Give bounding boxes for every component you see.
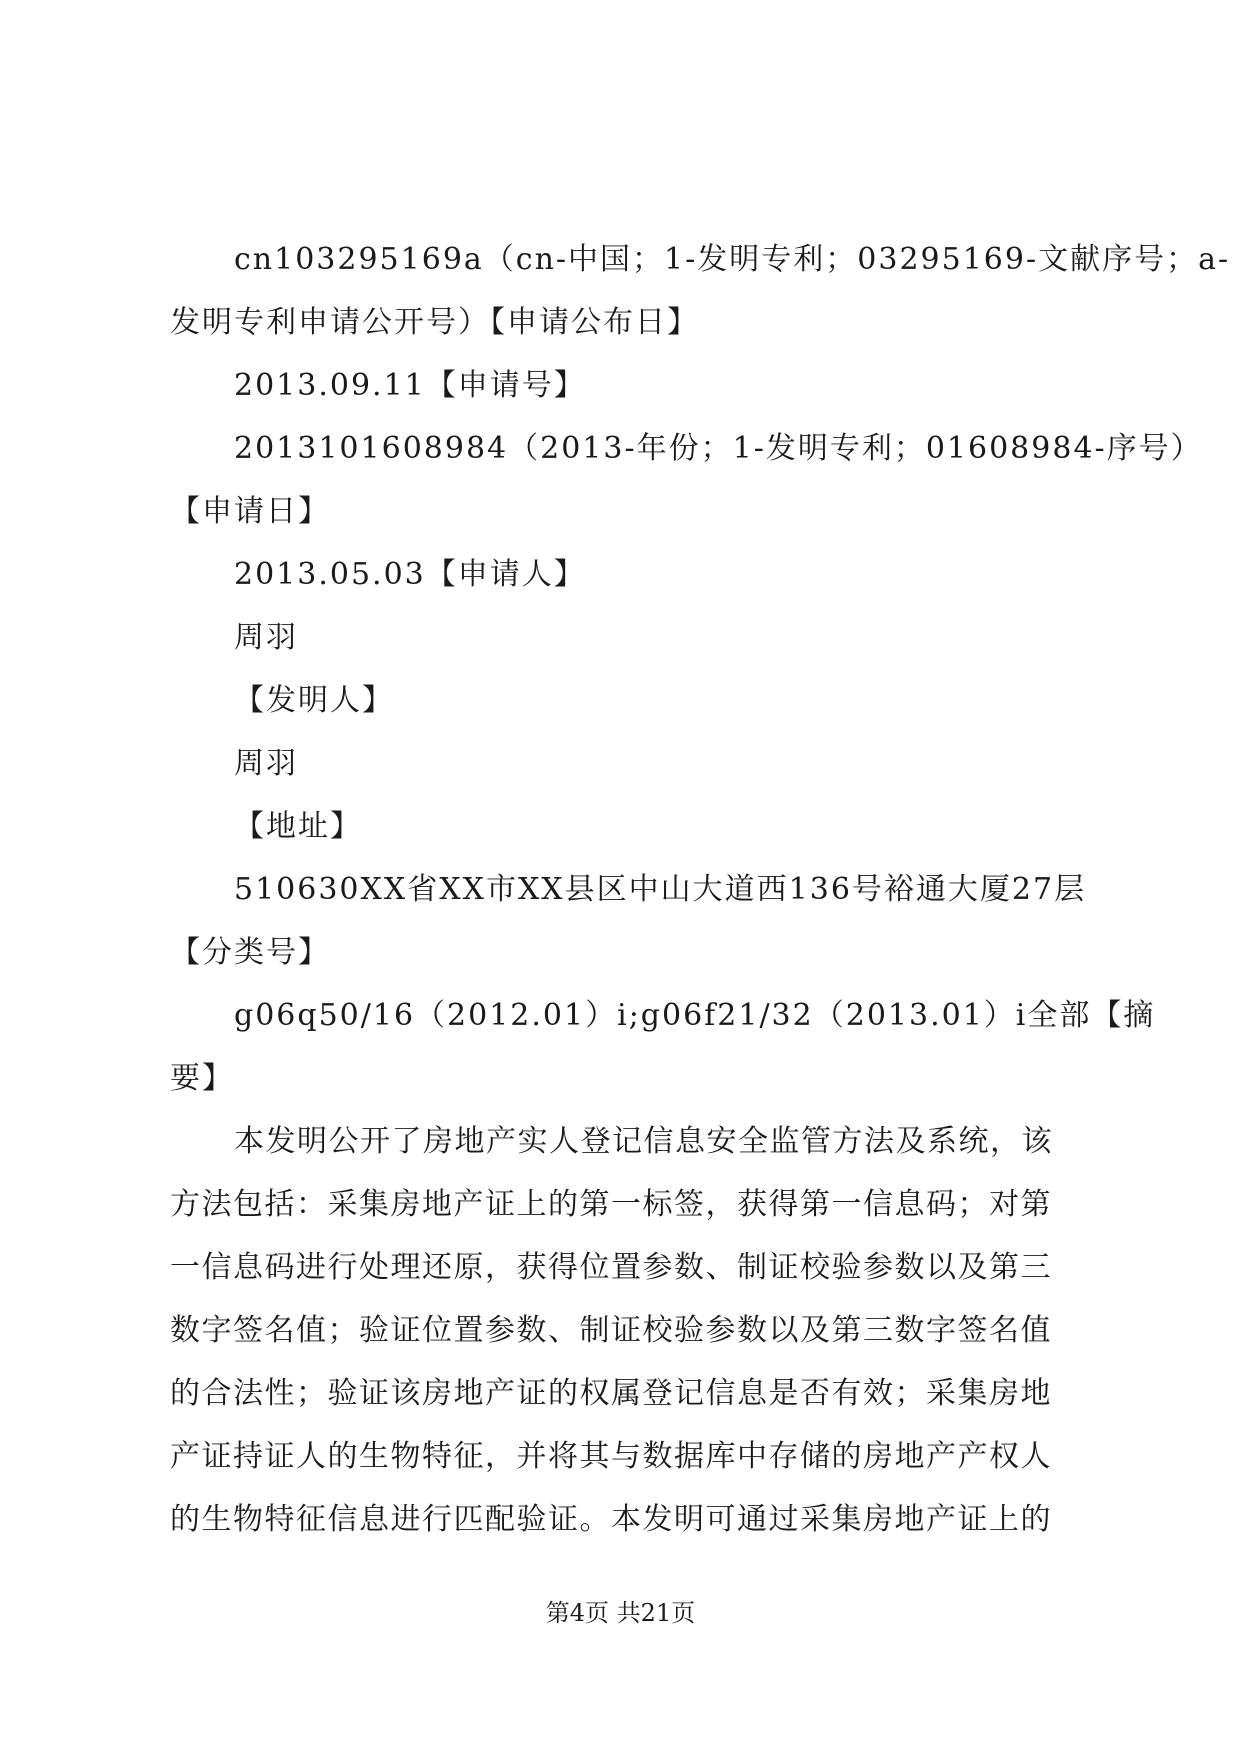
application-date-heading: 【申请日】 xyxy=(170,494,330,529)
applicant-name: 周羽 xyxy=(234,620,298,655)
abstract-heading: 要】 xyxy=(170,1061,234,1096)
abstract-line: 产证持证人的生物特征，并将其与数据库中存储的房地产产权人 xyxy=(170,1439,1052,1474)
application-date-line: 2013.05.03【申请人】 xyxy=(234,557,586,592)
abstract-line: 的合法性；验证该房地产证的权属登记信息是否有效；采集房地 xyxy=(170,1376,1052,1411)
abstract-line: 方法包括：采集房地产证上的第一标签，获得第一信息码；对第 xyxy=(170,1187,1052,1222)
inventor-name: 周羽 xyxy=(234,746,298,781)
publication-number-line-cont: 发明专利申请公开号）【申请公布日】 xyxy=(170,305,699,340)
abstract-line: 数字签名值；验证位置参数、制证校验参数以及第三数字签名值 xyxy=(170,1313,1052,1348)
address-heading: 【地址】 xyxy=(234,809,362,844)
page-footer xyxy=(0,1598,1241,1628)
abstract-line: 一信息码进行处理还原，获得位置参数、制证校验参数以及第三 xyxy=(170,1250,1052,1285)
inventor-heading: 【发明人】 xyxy=(234,683,394,718)
abstract-paragraph xyxy=(170,1110,1090,1551)
publication-number-line: cn103295169a（cn-中国；1-发明专利；03295169-文献序号；a- xyxy=(234,242,1231,277)
abstract-line: 的生物特征信息进行匹配验证。本发明可通过采集房地产证上的 xyxy=(170,1502,1052,1537)
document-body xyxy=(170,228,1231,1551)
page-number: 第4页 共21页 xyxy=(545,1599,696,1627)
application-number-line: 2013101608984（2013-年份；1-发明专利；01608984-序号） xyxy=(234,431,1203,466)
address-line: 510630XX省XX市XX县区中山大道西136号裕通大厦27层 xyxy=(234,872,1087,907)
classification-line: g06q50/16（2012.01）i;g06f21/32（2013.01）i全部【摘 xyxy=(234,998,1156,1033)
publication-date-line: 2013.09.11【申请号】 xyxy=(234,368,586,403)
classification-heading: 【分类号】 xyxy=(170,935,330,970)
abstract-line: 本发明公开了房地产实人登记信息安全监管方法及系统，该 xyxy=(234,1124,1053,1159)
